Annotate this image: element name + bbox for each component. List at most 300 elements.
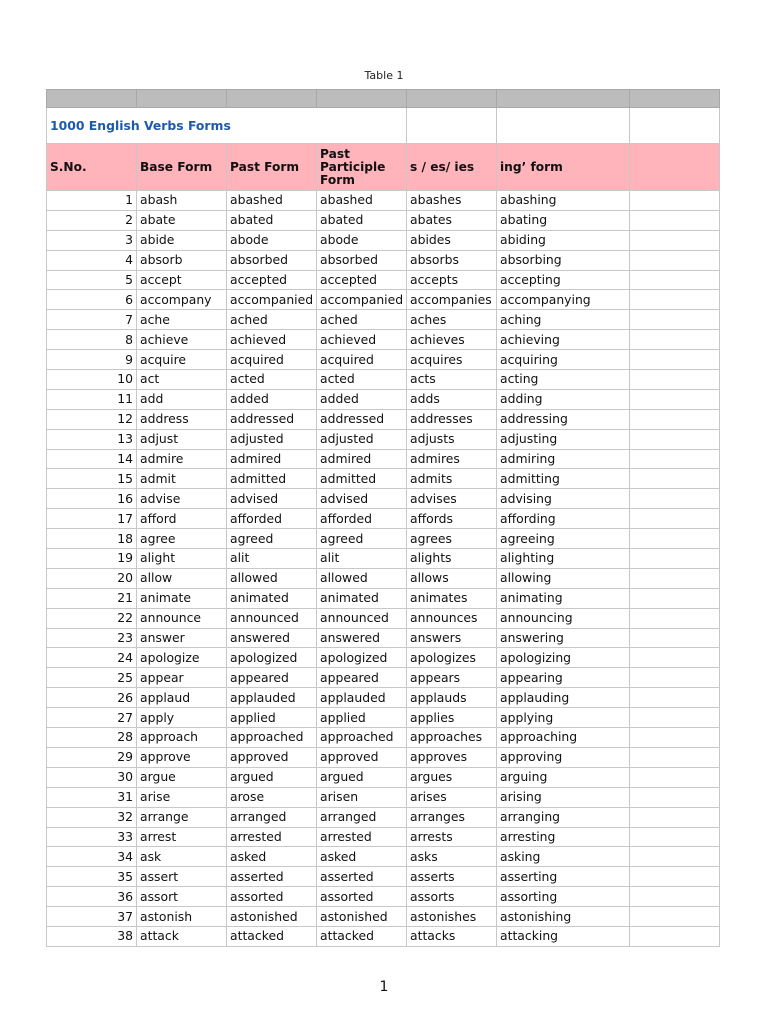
cell-past-participle: allowed — [317, 568, 407, 588]
cell-past-participle: alit — [317, 549, 407, 569]
cell-s-form: acts — [407, 370, 497, 390]
cell-ing-form: assorting — [497, 887, 630, 907]
column-header-participle: Past Participle Form — [317, 144, 407, 191]
cell-s-form: accepts — [407, 270, 497, 290]
cell-s-form: acquires — [407, 350, 497, 370]
cell-sno: 5 — [47, 270, 137, 290]
table-row — [47, 350, 720, 370]
cell-sno: 28 — [47, 728, 137, 748]
cell-ing-form: abashing — [497, 191, 630, 211]
cell-base-form: ask — [137, 847, 227, 867]
cell-past-participle: animated — [317, 588, 407, 608]
cell-sno: 26 — [47, 688, 137, 708]
cell-past-form: argued — [227, 767, 317, 787]
table-row — [47, 728, 720, 748]
cell-past-participle: applauded — [317, 688, 407, 708]
cell-ing-form: admiring — [497, 449, 630, 469]
cell-base-form: achieve — [137, 330, 227, 350]
cell-past-form: adjusted — [227, 429, 317, 449]
cell-past-participle: assorted — [317, 887, 407, 907]
cell-s-form: asks — [407, 847, 497, 867]
cell-s-form: absorbs — [407, 250, 497, 270]
cell-empty — [630, 409, 720, 429]
cell-ing-form: asserting — [497, 867, 630, 887]
cell-past-form: arrested — [227, 827, 317, 847]
cell-past-participle: approved — [317, 747, 407, 767]
column-header-s-form: s / es/ ies — [407, 144, 497, 191]
cell-empty — [630, 787, 720, 807]
cell-past-form: applauded — [227, 688, 317, 708]
table-caption: Table 1 — [364, 69, 404, 82]
table-row — [47, 270, 720, 290]
cell-base-form: add — [137, 389, 227, 409]
cell-past-participle: advised — [317, 489, 407, 509]
cell-past-participle: abashed — [317, 191, 407, 211]
cell-past-form: afforded — [227, 509, 317, 529]
cell-base-form: adjust — [137, 429, 227, 449]
cell-ing-form: advising — [497, 489, 630, 509]
cell-past-form: addressed — [227, 409, 317, 429]
table-row — [47, 588, 720, 608]
cell-past-participle: attacked — [317, 926, 407, 946]
cell-past-form: acted — [227, 370, 317, 390]
cell-ing-form: applying — [497, 708, 630, 728]
cell-past-participle: abode — [317, 230, 407, 250]
cell-empty — [630, 907, 720, 927]
cell-sno: 30 — [47, 767, 137, 787]
gray-cell — [497, 90, 630, 108]
cell-ing-form: announcing — [497, 608, 630, 628]
cell-empty — [630, 250, 720, 270]
table-row — [47, 409, 720, 429]
cell-past-form: admired — [227, 449, 317, 469]
cell-past-form: abode — [227, 230, 317, 250]
cell-s-form: arrests — [407, 827, 497, 847]
cell-s-form: astonishes — [407, 907, 497, 927]
cell-sno: 29 — [47, 747, 137, 767]
cell-sno: 9 — [47, 350, 137, 370]
cell-sno: 21 — [47, 588, 137, 608]
cell-empty — [630, 747, 720, 767]
cell-past-participle: ached — [317, 310, 407, 330]
cell-past-form: abashed — [227, 191, 317, 211]
cell-ing-form: abating — [497, 210, 630, 230]
cell-empty — [630, 887, 720, 907]
table-row — [47, 887, 720, 907]
cell-past-form: added — [227, 389, 317, 409]
cell-empty — [630, 489, 720, 509]
title-empty-cell — [630, 108, 720, 144]
cell-past-participle: agreed — [317, 529, 407, 549]
cell-s-form: apologizes — [407, 648, 497, 668]
title-empty-cell — [407, 108, 497, 144]
cell-sno: 14 — [47, 449, 137, 469]
gray-cell — [227, 90, 317, 108]
cell-base-form: absorb — [137, 250, 227, 270]
table-row — [47, 310, 720, 330]
gray-cell — [137, 90, 227, 108]
cell-empty — [630, 509, 720, 529]
cell-past-form: absorbed — [227, 250, 317, 270]
cell-past-participle: asked — [317, 847, 407, 867]
cell-sno: 11 — [47, 389, 137, 409]
cell-empty — [630, 230, 720, 250]
gray-cell — [317, 90, 407, 108]
cell-past-participle: asserted — [317, 867, 407, 887]
cell-ing-form: accompanying — [497, 290, 630, 310]
cell-past-participle: addressed — [317, 409, 407, 429]
cell-base-form: ache — [137, 310, 227, 330]
cell-past-participle: answered — [317, 628, 407, 648]
cell-past-form: applied — [227, 708, 317, 728]
cell-past-form: assorted — [227, 887, 317, 907]
cell-empty — [630, 827, 720, 847]
cell-s-form: attacks — [407, 926, 497, 946]
cell-s-form: adjusts — [407, 429, 497, 449]
cell-ing-form: applauding — [497, 688, 630, 708]
cell-base-form: abate — [137, 210, 227, 230]
cell-past-participle: astonished — [317, 907, 407, 927]
cell-ing-form: adding — [497, 389, 630, 409]
cell-s-form: arises — [407, 787, 497, 807]
cell-empty — [630, 708, 720, 728]
cell-past-participle: approached — [317, 728, 407, 748]
cell-ing-form: acquiring — [497, 350, 630, 370]
cell-empty — [630, 847, 720, 867]
table-row — [47, 708, 720, 728]
cell-empty — [630, 867, 720, 887]
cell-base-form: assert — [137, 867, 227, 887]
cell-empty — [630, 310, 720, 330]
table-row — [47, 449, 720, 469]
cell-s-form: affords — [407, 509, 497, 529]
cell-s-form: admits — [407, 469, 497, 489]
cell-ing-form: accepting — [497, 270, 630, 290]
cell-ing-form: arising — [497, 787, 630, 807]
cell-empty — [630, 588, 720, 608]
cell-ing-form: appearing — [497, 668, 630, 688]
cell-sno: 3 — [47, 230, 137, 250]
cell-past-form: animated — [227, 588, 317, 608]
table-row — [47, 210, 720, 230]
cell-ing-form: affording — [497, 509, 630, 529]
page-number: 1 — [379, 979, 389, 995]
cell-past-form: advised — [227, 489, 317, 509]
cell-past-participle: accompanied — [317, 290, 407, 310]
cell-base-form: attack — [137, 926, 227, 946]
table-row — [47, 648, 720, 668]
cell-ing-form: animating — [497, 588, 630, 608]
cell-sno: 31 — [47, 787, 137, 807]
cell-ing-form: adjusting — [497, 429, 630, 449]
table-row — [47, 807, 720, 827]
table-row — [47, 250, 720, 270]
cell-sno: 34 — [47, 847, 137, 867]
cell-s-form: applies — [407, 708, 497, 728]
cell-past-participle: admired — [317, 449, 407, 469]
cell-past-form: agreed — [227, 529, 317, 549]
gray-cell — [407, 90, 497, 108]
column-header-row — [47, 144, 720, 191]
cell-sno: 24 — [47, 648, 137, 668]
cell-empty — [630, 807, 720, 827]
table-row — [47, 747, 720, 767]
cell-past-participle: accepted — [317, 270, 407, 290]
cell-base-form: answer — [137, 628, 227, 648]
cell-ing-form: apologizing — [497, 648, 630, 668]
table-row — [47, 370, 720, 390]
cell-past-participle: arisen — [317, 787, 407, 807]
table-row — [47, 608, 720, 628]
cell-s-form: abashes — [407, 191, 497, 211]
cell-past-form: admitted — [227, 469, 317, 489]
cell-s-form: applauds — [407, 688, 497, 708]
cell-sno: 36 — [47, 887, 137, 907]
cell-past-form: abated — [227, 210, 317, 230]
table-title: 1000 English Verbs Forms — [47, 108, 407, 144]
cell-s-form: approaches — [407, 728, 497, 748]
cell-s-form: announces — [407, 608, 497, 628]
cell-ing-form: approaching — [497, 728, 630, 748]
cell-past-participle: applied — [317, 708, 407, 728]
cell-base-form: approve — [137, 747, 227, 767]
cell-s-form: animates — [407, 588, 497, 608]
cell-base-form: advise — [137, 489, 227, 509]
cell-base-form: agree — [137, 529, 227, 549]
cell-empty — [630, 389, 720, 409]
cell-sno: 27 — [47, 708, 137, 728]
cell-past-participle: achieved — [317, 330, 407, 350]
cell-s-form: assorts — [407, 887, 497, 907]
cell-base-form: assort — [137, 887, 227, 907]
cell-past-participle: appeared — [317, 668, 407, 688]
cell-s-form: abides — [407, 230, 497, 250]
table-row — [47, 847, 720, 867]
cell-past-participle: abated — [317, 210, 407, 230]
column-header-sno: S.No. — [47, 144, 137, 191]
cell-base-form: abide — [137, 230, 227, 250]
cell-empty — [630, 270, 720, 290]
cell-sno: 32 — [47, 807, 137, 827]
table-row — [47, 469, 720, 489]
title-row — [47, 108, 720, 144]
cell-base-form: arrest — [137, 827, 227, 847]
cell-sno: 13 — [47, 429, 137, 449]
table-row — [47, 489, 720, 509]
table-row — [47, 529, 720, 549]
cell-base-form: arrange — [137, 807, 227, 827]
cell-sno: 15 — [47, 469, 137, 489]
cell-past-participle: added — [317, 389, 407, 409]
title-empty-cell — [497, 108, 630, 144]
cell-past-form: achieved — [227, 330, 317, 350]
cell-empty — [630, 568, 720, 588]
cell-ing-form: admitting — [497, 469, 630, 489]
cell-empty — [630, 728, 720, 748]
cell-s-form: agrees — [407, 529, 497, 549]
cell-past-form: acquired — [227, 350, 317, 370]
table-row — [47, 907, 720, 927]
cell-ing-form: attacking — [497, 926, 630, 946]
table-row — [47, 568, 720, 588]
cell-sno: 23 — [47, 628, 137, 648]
cell-empty — [630, 549, 720, 569]
cell-past-participle: admitted — [317, 469, 407, 489]
cell-sno: 2 — [47, 210, 137, 230]
cell-sno: 4 — [47, 250, 137, 270]
cell-past-form: attacked — [227, 926, 317, 946]
cell-empty — [630, 370, 720, 390]
cell-s-form: arranges — [407, 807, 497, 827]
cell-s-form: accompanies — [407, 290, 497, 310]
cell-ing-form: arresting — [497, 827, 630, 847]
cell-past-participle: absorbed — [317, 250, 407, 270]
cell-base-form: astonish — [137, 907, 227, 927]
table-row — [47, 668, 720, 688]
cell-s-form: answers — [407, 628, 497, 648]
cell-base-form: act — [137, 370, 227, 390]
cell-base-form: admit — [137, 469, 227, 489]
cell-base-form: accept — [137, 270, 227, 290]
cell-past-participle: arranged — [317, 807, 407, 827]
gray-cell — [47, 90, 137, 108]
cell-ing-form: arranging — [497, 807, 630, 827]
cell-sno: 16 — [47, 489, 137, 509]
cell-sno: 38 — [47, 926, 137, 946]
cell-base-form: accompany — [137, 290, 227, 310]
cell-s-form: asserts — [407, 867, 497, 887]
cell-s-form: approves — [407, 747, 497, 767]
cell-past-participle: afforded — [317, 509, 407, 529]
column-header-base: Base Form — [137, 144, 227, 191]
cell-past-form: accompanied — [227, 290, 317, 310]
cell-past-form: astonished — [227, 907, 317, 927]
cell-past-form: announced — [227, 608, 317, 628]
cell-base-form: allow — [137, 568, 227, 588]
cell-s-form: addresses — [407, 409, 497, 429]
cell-past-form: alit — [227, 549, 317, 569]
cell-s-form: abates — [407, 210, 497, 230]
cell-empty — [630, 688, 720, 708]
table-row — [47, 926, 720, 946]
cell-s-form: allows — [407, 568, 497, 588]
cell-base-form: abash — [137, 191, 227, 211]
cell-sno: 6 — [47, 290, 137, 310]
cell-s-form: achieves — [407, 330, 497, 350]
column-header-past: Past Form — [227, 144, 317, 191]
cell-s-form: appears — [407, 668, 497, 688]
cell-base-form: admire — [137, 449, 227, 469]
verbs-table — [46, 89, 720, 947]
cell-base-form: apologize — [137, 648, 227, 668]
cell-base-form: appear — [137, 668, 227, 688]
cell-ing-form: aching — [497, 310, 630, 330]
table-row — [47, 191, 720, 211]
cell-past-form: asked — [227, 847, 317, 867]
cell-past-participle: argued — [317, 767, 407, 787]
cell-s-form: advises — [407, 489, 497, 509]
cell-base-form: announce — [137, 608, 227, 628]
cell-empty — [630, 449, 720, 469]
cell-base-form: apply — [137, 708, 227, 728]
cell-sno: 37 — [47, 907, 137, 927]
cell-ing-form: achieving — [497, 330, 630, 350]
cell-past-participle: announced — [317, 608, 407, 628]
cell-base-form: acquire — [137, 350, 227, 370]
cell-base-form: arise — [137, 787, 227, 807]
cell-sno: 18 — [47, 529, 137, 549]
cell-past-participle: adjusted — [317, 429, 407, 449]
cell-empty — [630, 191, 720, 211]
cell-ing-form: allowing — [497, 568, 630, 588]
cell-empty — [630, 926, 720, 946]
cell-past-participle: acted — [317, 370, 407, 390]
cell-base-form: afford — [137, 509, 227, 529]
cell-empty — [630, 668, 720, 688]
cell-empty — [630, 529, 720, 549]
cell-sno: 35 — [47, 867, 137, 887]
cell-empty — [630, 628, 720, 648]
cell-base-form: argue — [137, 767, 227, 787]
cell-past-participle: acquired — [317, 350, 407, 370]
cell-base-form: alight — [137, 549, 227, 569]
cell-sno: 10 — [47, 370, 137, 390]
table-row — [47, 827, 720, 847]
table-row — [47, 767, 720, 787]
cell-ing-form: asking — [497, 847, 630, 867]
cell-ing-form: arguing — [497, 767, 630, 787]
cell-past-form: apologized — [227, 648, 317, 668]
cell-s-form: adds — [407, 389, 497, 409]
cell-s-form: aches — [407, 310, 497, 330]
table-row — [47, 389, 720, 409]
cell-s-form: alights — [407, 549, 497, 569]
cell-past-form: answered — [227, 628, 317, 648]
cell-empty — [630, 290, 720, 310]
cell-sno: 17 — [47, 509, 137, 529]
gray-cell — [630, 90, 720, 108]
cell-empty — [630, 330, 720, 350]
cell-past-participle: arrested — [317, 827, 407, 847]
cell-sno: 25 — [47, 668, 137, 688]
cell-empty — [630, 429, 720, 449]
cell-past-participle: apologized — [317, 648, 407, 668]
cell-ing-form: acting — [497, 370, 630, 390]
table-row — [47, 429, 720, 449]
cell-ing-form: abiding — [497, 230, 630, 250]
cell-ing-form: absorbing — [497, 250, 630, 270]
cell-past-form: appeared — [227, 668, 317, 688]
cell-sno: 22 — [47, 608, 137, 628]
cell-past-form: allowed — [227, 568, 317, 588]
table-row — [47, 290, 720, 310]
cell-sno: 33 — [47, 827, 137, 847]
cell-s-form: argues — [407, 767, 497, 787]
cell-ing-form: approving — [497, 747, 630, 767]
cell-past-form: ached — [227, 310, 317, 330]
table-row — [47, 787, 720, 807]
cell-base-form: address — [137, 409, 227, 429]
cell-past-form: accepted — [227, 270, 317, 290]
cell-sno: 12 — [47, 409, 137, 429]
cell-ing-form: agreeing — [497, 529, 630, 549]
table-row — [47, 509, 720, 529]
table-row — [47, 549, 720, 569]
table-row — [47, 230, 720, 250]
cell-ing-form: addressing — [497, 409, 630, 429]
cell-ing-form: alighting — [497, 549, 630, 569]
cell-base-form: approach — [137, 728, 227, 748]
